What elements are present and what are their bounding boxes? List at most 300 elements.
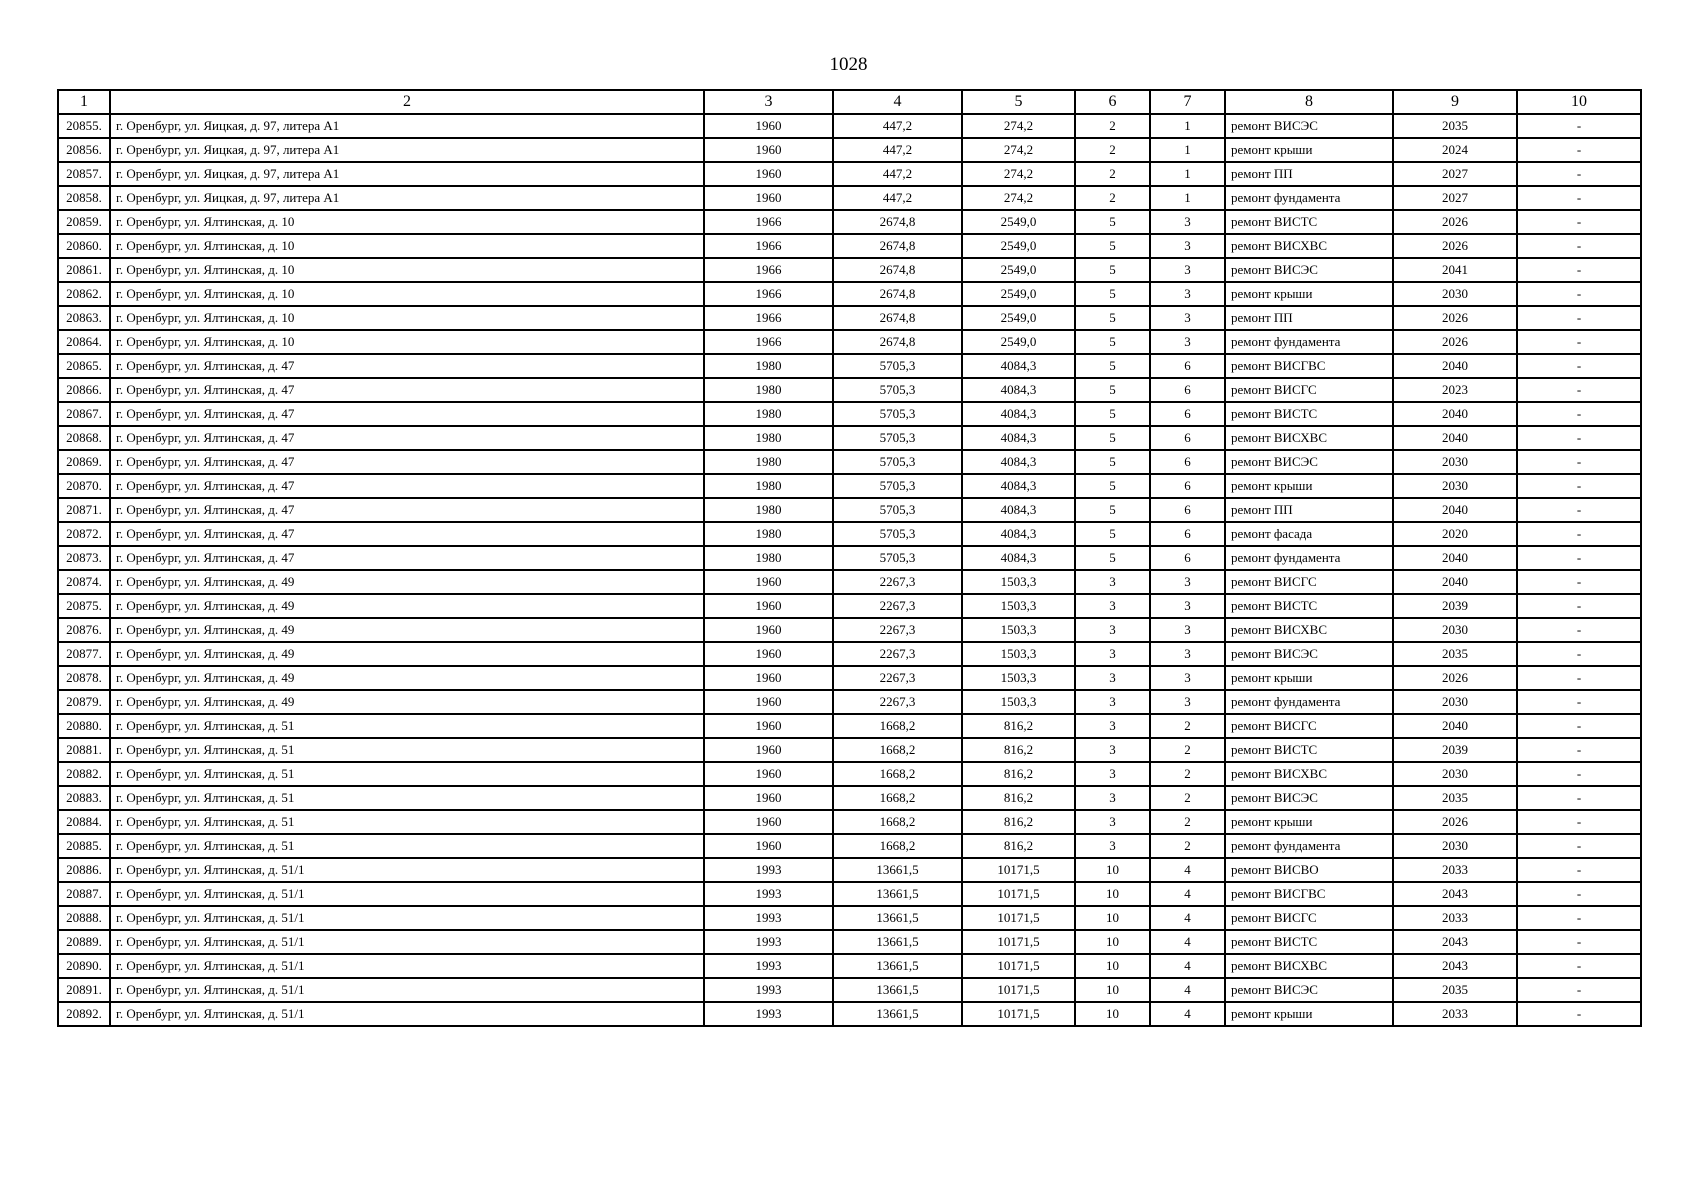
cell-residential-area: 2549,0 xyxy=(962,282,1075,306)
cell-residential-area: 816,2 xyxy=(962,738,1075,762)
cell-work-type: ремонт крыши xyxy=(1225,666,1393,690)
cell-year-built: 1993 xyxy=(704,930,833,954)
cell-row-number: 20885. xyxy=(58,834,110,858)
cell-planned-year: 2035 xyxy=(1393,642,1517,666)
cell-row-number: 20855. xyxy=(58,114,110,138)
cell-note: - xyxy=(1517,786,1641,810)
table-row xyxy=(58,738,1641,762)
cell-address: г. Оренбург, ул. Ялтинская, д. 51 xyxy=(110,834,704,858)
cell-address: г. Оренбург, ул. Яицкая, д. 97, литера А1 xyxy=(110,162,704,186)
cell-floors: 3 xyxy=(1075,642,1150,666)
cell-residential-area: 816,2 xyxy=(962,786,1075,810)
table-body xyxy=(58,114,1641,1026)
cell-floors: 5 xyxy=(1075,498,1150,522)
cell-note: - xyxy=(1517,474,1641,498)
cell-planned-year: 2026 xyxy=(1393,666,1517,690)
cell-floors: 2 xyxy=(1075,162,1150,186)
cell-floors: 3 xyxy=(1075,762,1150,786)
table-row xyxy=(58,858,1641,882)
cell-address: г. Оренбург, ул. Яицкая, д. 97, литера А1 xyxy=(110,186,704,210)
cell-row-number: 20883. xyxy=(58,786,110,810)
cell-total-area: 2267,3 xyxy=(833,594,962,618)
cell-floors: 10 xyxy=(1075,906,1150,930)
cell-planned-year: 2030 xyxy=(1393,834,1517,858)
cell-address: г. Оренбург, ул. Ялтинская, д. 51/1 xyxy=(110,858,704,882)
cell-floors: 10 xyxy=(1075,882,1150,906)
cell-residential-area: 816,2 xyxy=(962,834,1075,858)
cell-note: - xyxy=(1517,282,1641,306)
cell-entrances: 3 xyxy=(1150,570,1225,594)
cell-note: - xyxy=(1517,210,1641,234)
cell-row-number: 20881. xyxy=(58,738,110,762)
cell-residential-area: 10171,5 xyxy=(962,978,1075,1002)
cell-row-number: 20888. xyxy=(58,906,110,930)
cell-address: г. Оренбург, ул. Ялтинская, д. 51/1 xyxy=(110,906,704,930)
cell-year-built: 1960 xyxy=(704,162,833,186)
cell-note: - xyxy=(1517,642,1641,666)
cell-planned-year: 2040 xyxy=(1393,546,1517,570)
cell-total-area: 2674,8 xyxy=(833,282,962,306)
cell-total-area: 5705,3 xyxy=(833,522,962,546)
cell-work-type: ремонт ВИСТС xyxy=(1225,738,1393,762)
cell-total-area: 13661,5 xyxy=(833,906,962,930)
cell-floors: 2 xyxy=(1075,138,1150,162)
column-header-7: 7 xyxy=(1150,90,1225,114)
cell-work-type: ремонт крыши xyxy=(1225,810,1393,834)
cell-year-built: 1966 xyxy=(704,234,833,258)
cell-row-number: 20879. xyxy=(58,690,110,714)
cell-year-built: 1966 xyxy=(704,282,833,306)
cell-note: - xyxy=(1517,378,1641,402)
cell-residential-area: 2549,0 xyxy=(962,210,1075,234)
cell-entrances: 4 xyxy=(1150,906,1225,930)
cell-address: г. Оренбург, ул. Ялтинская, д. 10 xyxy=(110,258,704,282)
cell-residential-area: 4084,3 xyxy=(962,426,1075,450)
cell-floors: 10 xyxy=(1075,930,1150,954)
cell-total-area: 13661,5 xyxy=(833,954,962,978)
cell-floors: 3 xyxy=(1075,690,1150,714)
cell-work-type: ремонт ВИСТС xyxy=(1225,402,1393,426)
cell-planned-year: 2040 xyxy=(1393,426,1517,450)
cell-row-number: 20890. xyxy=(58,954,110,978)
cell-address: г. Оренбург, ул. Ялтинская, д. 49 xyxy=(110,690,704,714)
cell-row-number: 20891. xyxy=(58,978,110,1002)
cell-residential-area: 4084,3 xyxy=(962,522,1075,546)
table-row xyxy=(58,210,1641,234)
cell-address: г. Оренбург, ул. Ялтинская, д. 47 xyxy=(110,402,704,426)
cell-residential-area: 2549,0 xyxy=(962,330,1075,354)
cell-work-type: ремонт ВИСВО xyxy=(1225,858,1393,882)
table-row xyxy=(58,354,1641,378)
cell-total-area: 2674,8 xyxy=(833,210,962,234)
table-row xyxy=(58,690,1641,714)
cell-year-built: 1966 xyxy=(704,210,833,234)
cell-work-type: ремонт фундамента xyxy=(1225,186,1393,210)
cell-floors: 10 xyxy=(1075,1002,1150,1026)
cell-planned-year: 2043 xyxy=(1393,930,1517,954)
cell-year-built: 1960 xyxy=(704,642,833,666)
cell-work-type: ремонт ВИСТС xyxy=(1225,594,1393,618)
cell-year-built: 1980 xyxy=(704,378,833,402)
cell-total-area: 5705,3 xyxy=(833,354,962,378)
cell-row-number: 20865. xyxy=(58,354,110,378)
table-row xyxy=(58,546,1641,570)
cell-total-area: 13661,5 xyxy=(833,882,962,906)
cell-floors: 5 xyxy=(1075,354,1150,378)
cell-floors: 5 xyxy=(1075,258,1150,282)
cell-total-area: 5705,3 xyxy=(833,378,962,402)
cell-row-number: 20860. xyxy=(58,234,110,258)
cell-entrances: 3 xyxy=(1150,666,1225,690)
table-row xyxy=(58,234,1641,258)
cell-note: - xyxy=(1517,762,1641,786)
cell-planned-year: 2023 xyxy=(1393,378,1517,402)
cell-planned-year: 2035 xyxy=(1393,786,1517,810)
header-row xyxy=(58,90,1641,114)
cell-total-area: 1668,2 xyxy=(833,738,962,762)
cell-total-area: 2674,8 xyxy=(833,330,962,354)
cell-row-number: 20892. xyxy=(58,1002,110,1026)
cell-residential-area: 816,2 xyxy=(962,810,1075,834)
cell-entrances: 6 xyxy=(1150,522,1225,546)
table-row xyxy=(58,138,1641,162)
cell-address: г. Оренбург, ул. Ялтинская, д. 51 xyxy=(110,714,704,738)
cell-residential-area: 274,2 xyxy=(962,138,1075,162)
cell-residential-area: 4084,3 xyxy=(962,402,1075,426)
cell-entrances: 6 xyxy=(1150,426,1225,450)
cell-residential-area: 1503,3 xyxy=(962,642,1075,666)
cell-work-type: ремонт ВИСГС xyxy=(1225,378,1393,402)
cell-note: - xyxy=(1517,114,1641,138)
cell-residential-area: 2549,0 xyxy=(962,234,1075,258)
cell-note: - xyxy=(1517,186,1641,210)
cell-work-type: ремонт фундамента xyxy=(1225,834,1393,858)
cell-floors: 5 xyxy=(1075,426,1150,450)
cell-year-built: 1980 xyxy=(704,546,833,570)
cell-entrances: 3 xyxy=(1150,258,1225,282)
cell-planned-year: 2030 xyxy=(1393,474,1517,498)
cell-work-type: ремонт ВИСГС xyxy=(1225,906,1393,930)
cell-total-area: 5705,3 xyxy=(833,426,962,450)
cell-entrances: 3 xyxy=(1150,282,1225,306)
cell-floors: 3 xyxy=(1075,714,1150,738)
cell-entrances: 4 xyxy=(1150,954,1225,978)
cell-planned-year: 2020 xyxy=(1393,522,1517,546)
cell-residential-area: 1503,3 xyxy=(962,666,1075,690)
cell-floors: 3 xyxy=(1075,594,1150,618)
cell-entrances: 6 xyxy=(1150,474,1225,498)
cell-floors: 3 xyxy=(1075,810,1150,834)
cell-planned-year: 2039 xyxy=(1393,738,1517,762)
cell-work-type: ремонт ВИСГС xyxy=(1225,714,1393,738)
cell-total-area: 13661,5 xyxy=(833,930,962,954)
cell-work-type: ремонт ВИСГВС xyxy=(1225,882,1393,906)
cell-entrances: 3 xyxy=(1150,210,1225,234)
cell-year-built: 1993 xyxy=(704,954,833,978)
cell-row-number: 20876. xyxy=(58,618,110,642)
cell-work-type: ремонт ВИСХВС xyxy=(1225,954,1393,978)
cell-planned-year: 2026 xyxy=(1393,306,1517,330)
cell-floors: 5 xyxy=(1075,522,1150,546)
cell-note: - xyxy=(1517,978,1641,1002)
table-row xyxy=(58,618,1641,642)
cell-entrances: 6 xyxy=(1150,498,1225,522)
cell-residential-area: 10171,5 xyxy=(962,906,1075,930)
cell-total-area: 1668,2 xyxy=(833,810,962,834)
cell-floors: 2 xyxy=(1075,114,1150,138)
table-row xyxy=(58,162,1641,186)
cell-total-area: 1668,2 xyxy=(833,762,962,786)
cell-note: - xyxy=(1517,882,1641,906)
cell-entrances: 6 xyxy=(1150,546,1225,570)
cell-row-number: 20889. xyxy=(58,930,110,954)
column-header-4: 4 xyxy=(833,90,962,114)
cell-note: - xyxy=(1517,738,1641,762)
cell-year-built: 1960 xyxy=(704,666,833,690)
cell-note: - xyxy=(1517,258,1641,282)
cell-entrances: 3 xyxy=(1150,594,1225,618)
column-header-9: 9 xyxy=(1393,90,1517,114)
cell-planned-year: 2030 xyxy=(1393,282,1517,306)
table-row xyxy=(58,642,1641,666)
table-row xyxy=(58,714,1641,738)
cell-floors: 5 xyxy=(1075,210,1150,234)
cell-floors: 5 xyxy=(1075,450,1150,474)
cell-planned-year: 2026 xyxy=(1393,210,1517,234)
table-row xyxy=(58,930,1641,954)
cell-note: - xyxy=(1517,666,1641,690)
cell-year-built: 1980 xyxy=(704,450,833,474)
cell-row-number: 20875. xyxy=(58,594,110,618)
cell-entrances: 1 xyxy=(1150,138,1225,162)
table-row xyxy=(58,330,1641,354)
cell-total-area: 447,2 xyxy=(833,186,962,210)
cell-planned-year: 2026 xyxy=(1393,810,1517,834)
table-row xyxy=(58,570,1641,594)
cell-work-type: ремонт ВИСЭС xyxy=(1225,642,1393,666)
cell-year-built: 1966 xyxy=(704,258,833,282)
cell-floors: 10 xyxy=(1075,978,1150,1002)
cell-work-type: ремонт ВИСХВС xyxy=(1225,426,1393,450)
cell-floors: 5 xyxy=(1075,402,1150,426)
cell-planned-year: 2033 xyxy=(1393,858,1517,882)
table-row xyxy=(58,186,1641,210)
cell-entrances: 4 xyxy=(1150,1002,1225,1026)
cell-entrances: 3 xyxy=(1150,306,1225,330)
cell-work-type: ремонт ПП xyxy=(1225,306,1393,330)
cell-address: г. Оренбург, ул. Ялтинская, д. 51/1 xyxy=(110,954,704,978)
cell-entrances: 2 xyxy=(1150,762,1225,786)
cell-residential-area: 10171,5 xyxy=(962,1002,1075,1026)
cell-floors: 3 xyxy=(1075,786,1150,810)
table-row xyxy=(58,666,1641,690)
cell-address: г. Оренбург, ул. Яицкая, д. 97, литера А1 xyxy=(110,114,704,138)
cell-address: г. Оренбург, ул. Ялтинская, д. 47 xyxy=(110,450,704,474)
cell-row-number: 20856. xyxy=(58,138,110,162)
cell-row-number: 20887. xyxy=(58,882,110,906)
table-row xyxy=(58,282,1641,306)
cell-address: г. Оренбург, ул. Ялтинская, д. 49 xyxy=(110,642,704,666)
cell-total-area: 447,2 xyxy=(833,114,962,138)
cell-note: - xyxy=(1517,930,1641,954)
cell-planned-year: 2033 xyxy=(1393,1002,1517,1026)
cell-year-built: 1980 xyxy=(704,354,833,378)
cell-work-type: ремонт ВИСХВС xyxy=(1225,762,1393,786)
cell-residential-area: 1503,3 xyxy=(962,618,1075,642)
cell-entrances: 6 xyxy=(1150,402,1225,426)
cell-residential-area: 2549,0 xyxy=(962,306,1075,330)
cell-total-area: 1668,2 xyxy=(833,786,962,810)
cell-planned-year: 2030 xyxy=(1393,762,1517,786)
column-header-8: 8 xyxy=(1225,90,1393,114)
cell-work-type: ремонт фундамента xyxy=(1225,330,1393,354)
cell-address: г. Оренбург, ул. Ялтинская, д. 49 xyxy=(110,666,704,690)
cell-total-area: 5705,3 xyxy=(833,546,962,570)
cell-total-area: 2674,8 xyxy=(833,306,962,330)
cell-row-number: 20864. xyxy=(58,330,110,354)
cell-row-number: 20884. xyxy=(58,810,110,834)
cell-row-number: 20858. xyxy=(58,186,110,210)
cell-year-built: 1960 xyxy=(704,618,833,642)
cell-note: - xyxy=(1517,546,1641,570)
cell-year-built: 1960 xyxy=(704,834,833,858)
cell-work-type: ремонт крыши xyxy=(1225,474,1393,498)
cell-work-type: ремонт крыши xyxy=(1225,282,1393,306)
cell-residential-area: 274,2 xyxy=(962,162,1075,186)
cell-planned-year: 2026 xyxy=(1393,330,1517,354)
cell-address: г. Оренбург, ул. Ялтинская, д. 51/1 xyxy=(110,1002,704,1026)
cell-address: г. Оренбург, ул. Ялтинская, д. 47 xyxy=(110,354,704,378)
cell-entrances: 2 xyxy=(1150,738,1225,762)
cell-floors: 2 xyxy=(1075,186,1150,210)
cell-address: г. Оренбург, ул. Ялтинская, д. 51 xyxy=(110,786,704,810)
cell-address: г. Оренбург, ул. Яицкая, д. 97, литера А1 xyxy=(110,138,704,162)
cell-note: - xyxy=(1517,954,1641,978)
cell-row-number: 20863. xyxy=(58,306,110,330)
cell-entrances: 3 xyxy=(1150,690,1225,714)
cell-planned-year: 2030 xyxy=(1393,450,1517,474)
cell-year-built: 1980 xyxy=(704,498,833,522)
cell-floors: 5 xyxy=(1075,282,1150,306)
cell-work-type: ремонт ПП xyxy=(1225,498,1393,522)
cell-total-area: 447,2 xyxy=(833,162,962,186)
cell-residential-area: 4084,3 xyxy=(962,474,1075,498)
cell-total-area: 2267,3 xyxy=(833,666,962,690)
cell-year-built: 1960 xyxy=(704,186,833,210)
cell-total-area: 2267,3 xyxy=(833,618,962,642)
cell-total-area: 2267,3 xyxy=(833,690,962,714)
cell-work-type: ремонт фасада xyxy=(1225,522,1393,546)
cell-address: г. Оренбург, ул. Ялтинская, д. 49 xyxy=(110,594,704,618)
cell-address: г. Оренбург, ул. Ялтинская, д. 47 xyxy=(110,474,704,498)
column-header-2: 2 xyxy=(110,90,704,114)
cell-entrances: 4 xyxy=(1150,930,1225,954)
cell-address: г. Оренбург, ул. Ялтинская, д. 47 xyxy=(110,426,704,450)
table-row xyxy=(58,810,1641,834)
cell-total-area: 2674,8 xyxy=(833,234,962,258)
cell-entrances: 6 xyxy=(1150,354,1225,378)
cell-row-number: 20877. xyxy=(58,642,110,666)
cell-residential-area: 10171,5 xyxy=(962,858,1075,882)
cell-work-type: ремонт ВИСТС xyxy=(1225,930,1393,954)
cell-total-area: 13661,5 xyxy=(833,1002,962,1026)
cell-residential-area: 4084,3 xyxy=(962,354,1075,378)
cell-note: - xyxy=(1517,426,1641,450)
cell-address: г. Оренбург, ул. Ялтинская, д. 10 xyxy=(110,330,704,354)
cell-total-area: 2267,3 xyxy=(833,570,962,594)
table-row xyxy=(58,1002,1641,1026)
table-row xyxy=(58,786,1641,810)
cell-address: г. Оренбург, ул. Ялтинская, д. 10 xyxy=(110,282,704,306)
cell-total-area: 2267,3 xyxy=(833,642,962,666)
cell-row-number: 20862. xyxy=(58,282,110,306)
cell-entrances: 2 xyxy=(1150,714,1225,738)
cell-planned-year: 2024 xyxy=(1393,138,1517,162)
table-row xyxy=(58,306,1641,330)
cell-address: г. Оренбург, ул. Ялтинская, д. 47 xyxy=(110,522,704,546)
cell-floors: 5 xyxy=(1075,234,1150,258)
cell-year-built: 1960 xyxy=(704,114,833,138)
cell-row-number: 20866. xyxy=(58,378,110,402)
table-row xyxy=(58,402,1641,426)
column-header-1: 1 xyxy=(58,90,110,114)
cell-floors: 5 xyxy=(1075,378,1150,402)
cell-note: - xyxy=(1517,1002,1641,1026)
cell-year-built: 1960 xyxy=(704,738,833,762)
cell-planned-year: 2035 xyxy=(1393,978,1517,1002)
cell-year-built: 1960 xyxy=(704,594,833,618)
cell-address: г. Оренбург, ул. Ялтинская, д. 47 xyxy=(110,498,704,522)
cell-total-area: 5705,3 xyxy=(833,498,962,522)
cell-total-area: 447,2 xyxy=(833,138,962,162)
cell-row-number: 20880. xyxy=(58,714,110,738)
cell-entrances: 4 xyxy=(1150,882,1225,906)
cell-total-area: 5705,3 xyxy=(833,474,962,498)
cell-total-area: 2674,8 xyxy=(833,258,962,282)
cell-planned-year: 2043 xyxy=(1393,954,1517,978)
table-row xyxy=(58,498,1641,522)
cell-year-built: 1960 xyxy=(704,810,833,834)
cell-work-type: ремонт ПП xyxy=(1225,162,1393,186)
cell-planned-year: 2041 xyxy=(1393,258,1517,282)
cell-residential-area: 10171,5 xyxy=(962,954,1075,978)
cell-year-built: 1980 xyxy=(704,426,833,450)
cell-planned-year: 2033 xyxy=(1393,906,1517,930)
cell-row-number: 20871. xyxy=(58,498,110,522)
table-row xyxy=(58,882,1641,906)
cell-row-number: 20868. xyxy=(58,426,110,450)
cell-note: - xyxy=(1517,522,1641,546)
cell-work-type: ремонт ВИСХВС xyxy=(1225,618,1393,642)
cell-note: - xyxy=(1517,834,1641,858)
cell-row-number: 20874. xyxy=(58,570,110,594)
column-header-6: 6 xyxy=(1075,90,1150,114)
cell-total-area: 13661,5 xyxy=(833,978,962,1002)
cell-year-built: 1980 xyxy=(704,522,833,546)
cell-work-type: ремонт ВИСТС xyxy=(1225,210,1393,234)
cell-planned-year: 2030 xyxy=(1393,618,1517,642)
cell-address: г. Оренбург, ул. Ялтинская, д. 49 xyxy=(110,618,704,642)
cell-entrances: 1 xyxy=(1150,186,1225,210)
cell-work-type: ремонт ВИСЭС xyxy=(1225,978,1393,1002)
cell-floors: 5 xyxy=(1075,474,1150,498)
cell-address: г. Оренбург, ул. Ялтинская, д. 51 xyxy=(110,762,704,786)
cell-note: - xyxy=(1517,810,1641,834)
cell-row-number: 20870. xyxy=(58,474,110,498)
cell-entrances: 1 xyxy=(1150,162,1225,186)
cell-address: г. Оренбург, ул. Ялтинская, д. 47 xyxy=(110,546,704,570)
cell-row-number: 20869. xyxy=(58,450,110,474)
